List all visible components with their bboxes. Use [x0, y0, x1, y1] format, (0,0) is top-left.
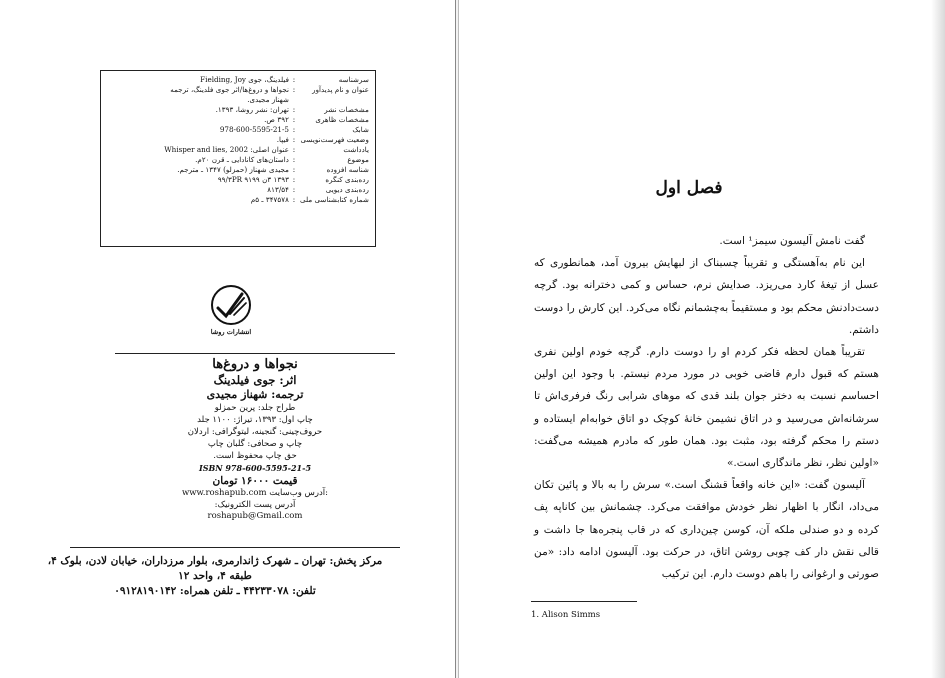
cip-label: مشخصات نشر: [324, 105, 369, 114]
cip-value: مجیدی شهناز (حمزلو) ۱۳۴۷ ـ مترجم.: [177, 165, 289, 174]
cip-row: شناسه افزوده : مجیدی شهناز (حمزلو) ۱۳۴۷ ـ مترجم.: [107, 165, 369, 175]
divider: [70, 547, 400, 548]
printing-info: چاپ و صحافی: گلبان چاپ: [207, 439, 303, 449]
cip-value: نجواها و دروغ‌ها/اثر جوی فلدینگ، ترجمه: [170, 85, 289, 94]
distribution-line: طبقه ۴، واحد ۱۲: [178, 570, 252, 582]
distribution-address: [30, 554, 400, 599]
right-page: [459, 0, 945, 678]
cip-row: یادداشت : عنوان اصلی: Whisper and lies, 2002: [107, 145, 369, 155]
cip-row: شابک : 978-600-5595-21-5: [107, 125, 369, 135]
cip-row: مشخصات ظاهری : ۳۹۲ ص.: [107, 115, 369, 125]
typesetting-info: حروف‌چینی: گنجینه، لیتوگرافی: اردلان: [187, 427, 323, 437]
footnote-rule: [531, 601, 637, 602]
cip-label: [299, 95, 369, 105]
price: قیمت ۱۶۰۰۰ تومان: [212, 475, 298, 487]
paragraph: این نام به‌آهستگی و تقریباً چسبناک از لبهایش بیرون آمد، همانطوری که عسل از تیغهٔ کارد می‌ریزد. صدایش نرم، حساس و کمی دخترانه بود. گرچه دست‌دادنش محکم بود و مستقیماً به‌چشمانم نگاه می‌کرد. این کارش را دوست داشتم.: [534, 257, 879, 336]
cip-label: شناسه افزوده: [326, 165, 369, 174]
book-title: نجواها و دروغ‌ها: [212, 357, 298, 372]
cip-label: عنوان و نام پدیدآور: [312, 85, 369, 94]
cip-value: ۳۹۲ ص.: [264, 115, 289, 124]
cip-value: فیپا.: [276, 135, 289, 144]
cip-row: عنوان و نام پدیدآور : نجواها و دروغ‌ها/اثر جوی فلدینگ، ترجمه: [107, 85, 369, 95]
cip-value: ۱۳۹۳ ۳ن ۹۹/۳PR ۹۱۹۹: [217, 175, 289, 184]
cip-label: مشخصات ظاهری: [315, 115, 369, 124]
website-label: آدرس وب‌سایت:: [269, 488, 329, 498]
cip-row: موضوع : داستان‌های کانادایی ـ قرن ۲۰م.: [107, 155, 369, 165]
email-label: آدرس پست الکترونیک:: [214, 500, 296, 510]
cip-row: سرشناسه : فیلدینگ، جوی Fielding, Joy: [107, 75, 369, 85]
cip-row: وضعیت فهرست‌نویسی : فیپا.: [107, 135, 369, 145]
cip-value: ۳۴۷۵۷۸ ـ ۵م: [250, 195, 289, 204]
paragraph: تقریباً همان لحظه فکر کردم او را دوست دارم. گرچه خودم اولین نفری هستم که قبول دارم قاضی خوبی در مورد مردم نیستم. با وجود این اولین احساسم نسبت به دختر جوان بلند قدی که موهای شرابی رنگ فرفری‌اش تا سرشانه‌اش می‌رسید و در اتاق نشیمن خانهٔ کوچک دو اتاق خوابه‌ام ایستاده و دستم را محکم گرفته بود، مثبت بود. همان طور که مادرم همیشه می‌گفت: «اولین نظر، نظر ماندگاری است.»: [534, 346, 879, 470]
cip-label: شابک: [352, 125, 369, 134]
cip-label: رده‌بندی دیویی: [325, 185, 369, 194]
cip-row: شماره کتابشناسی ملی : ۳۴۷۵۷۸ ـ ۵م: [107, 195, 369, 205]
cip-value: 978-600-5595-21-5: [219, 125, 289, 134]
left-page: [0, 0, 455, 678]
isbn: ISBN 978-600-5595-21-5: [198, 463, 312, 473]
divider: [115, 353, 395, 354]
edition-info: چاپ اول: ۱۳۹۳، تیراژ: ۱۱۰۰ جلد: [197, 415, 313, 425]
rosha-logo-icon: [203, 284, 259, 328]
email-address[interactable]: roshapub@Gmail.com: [207, 511, 303, 521]
cip-label: شماره کتابشناسی ملی: [300, 195, 369, 204]
website-url[interactable]: www.roshapub.com: [181, 488, 267, 498]
paragraph: آلیسون گفت: «این خانه واقعاً قشنگ است.» سرش را به بالا و پائین تکان می‌داد، انگار با اظهار نظر خودش موافقت می‌کرد. چشمانش بین کاناپه پف کرده و دو صندلی ملکه آن، کوسن چین‌داری که در قاب پنجره‌ها جا داشت و قالی نقش دار کف چوبی روشن اتاق، در حرکت بود. آلیسون ادامه داد: «من صورتی و ارغوانی را باهم دوست دارم. این ترکیب: [534, 479, 879, 581]
publisher-logo: [203, 284, 259, 342]
footnote: 1. Alison Simms: [531, 610, 601, 620]
book-author: اثر: جوی فیلدینگ: [213, 373, 297, 387]
cip-row: رده‌بندی کنگره : ۱۳۹۳ ۳ن ۹۹/۳PR ۹۱۹۹: [107, 175, 369, 185]
cip-value: فیلدینگ، جوی Fielding, Joy: [200, 75, 289, 84]
cip-box: [100, 70, 376, 247]
page-edge-shadow: [931, 0, 945, 678]
cover-designer: طراح جلد: پرین حمزلو: [214, 403, 296, 413]
cip-label: رده‌بندی کنگره: [325, 175, 369, 184]
chapter-title: فصل اول: [655, 178, 723, 198]
cip-row: مشخصات نشر : تهران: نشر روشا، ۱۳۹۳.: [107, 105, 369, 115]
cip-value: شهناز مجیدی.: [247, 95, 289, 104]
cip-label: سرشناسه: [338, 75, 369, 84]
distribution-line: مرکز پخش: تهران ـ شهرک ژاندارمری، بلوار مرزداران، خیابان لادن، بلوک ۴،: [47, 555, 383, 567]
colophon: [100, 356, 410, 522]
chapter-body: [534, 230, 879, 585]
cip-value: تهران: نشر روشا، ۱۳۹۳.: [215, 105, 289, 114]
cip-value: ۸۱۳/۵۴: [267, 185, 289, 194]
cip-value: داستان‌های کانادایی ـ قرن ۲۰م.: [195, 155, 289, 164]
rights-notice: حق چاپ محفوظ است.: [213, 451, 297, 461]
cip-value: عنوان اصلی: Whisper and lies, 2002: [164, 145, 289, 154]
cip-label: موضوع: [347, 155, 369, 164]
cip-label: یادداشت: [343, 145, 369, 154]
book-translator: ترجمه: شهناز مجیدی: [206, 388, 304, 401]
cip-label: وضعیت فهرست‌نویسی: [300, 135, 369, 144]
paragraph: گفت نامش آلیسون سیمز¹ است.: [719, 235, 865, 247]
cip-row: [107, 95, 369, 105]
distribution-phone: تلفن: ۴۴۲۳۳۰۷۸ ـ تلفن همراه: ۰۹۱۲۸۱۹۰۱۴۲: [114, 585, 316, 597]
logo-text: انتشارات روشا: [210, 328, 252, 336]
cip-row: رده‌بندی دیویی : ۸۱۳/۵۴: [107, 185, 369, 195]
website-line: [100, 488, 410, 499]
